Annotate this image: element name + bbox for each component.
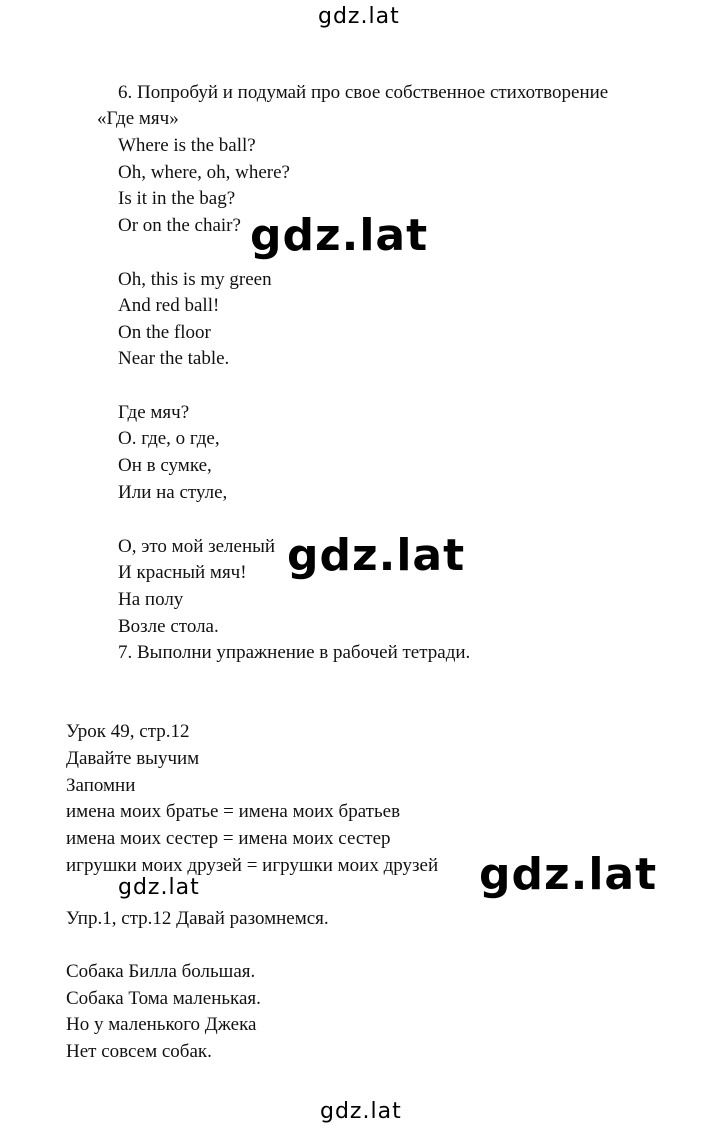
exercise-7: 7. Выполни упражнение в рабочей тетради. <box>118 642 471 663</box>
poem-ru-line: О, это мой зеленый <box>118 536 276 557</box>
lesson-text-line: Но у маленького Джека <box>66 1014 257 1035</box>
watermark-mid-1: gdz.lat <box>250 210 429 261</box>
poem-ru-line: Он в сумке, <box>118 455 212 476</box>
lesson-remember: Запомни <box>66 775 136 796</box>
watermark-top: gdz.lat <box>318 4 400 29</box>
lesson-title: Урок 49, стр.12 <box>66 721 190 742</box>
poem-en-line: Is it in the bag? <box>118 188 236 209</box>
exercise-6-subtitle: «Где мяч» <box>97 108 179 129</box>
lesson-text-line: Нет совсем собак. <box>66 1041 212 1062</box>
poem-en-line: Oh, where, oh, where? <box>118 162 290 183</box>
lesson-exercise: Упр.1, стр.12 Давай разомнемся. <box>66 908 329 929</box>
poem-ru-line: Где мяч? <box>118 402 190 423</box>
poem-ru-line: Возле стола. <box>118 616 219 637</box>
watermark-mid-3: gdz.lat <box>479 849 658 900</box>
poem-ru-line: И красный мяч! <box>118 562 247 583</box>
poem-en-line: And red ball! <box>118 295 220 316</box>
lesson-rule: игрушки моих друзей = игрушки моих друзей <box>66 855 439 876</box>
poem-en-line: Near the table. <box>118 348 230 369</box>
poem-en-line: Where is the ball? <box>118 135 256 156</box>
poem-en-line: On the floor <box>118 322 211 343</box>
watermark-bottom: gdz.lat <box>320 1099 402 1124</box>
watermark-small-left: gdz.lat <box>118 875 200 900</box>
poem-en-line: Oh, this is my green <box>118 269 272 290</box>
lesson-subtitle: Давайте выучим <box>66 748 200 769</box>
poem-ru-line: На полу <box>118 589 184 610</box>
lesson-text-line: Собака Тома маленькая. <box>66 988 261 1009</box>
lesson-rule: имена моих сестер = имена моих сестер <box>66 828 391 849</box>
poem-ru-line: О. где, о где, <box>118 428 220 449</box>
exercise-6-heading: 6. Попробуй и подумай про свое собственное стихотворение <box>118 82 609 103</box>
lesson-text-line: Собака Билла большая. <box>66 961 256 982</box>
lesson-rule: имена моих братье = имена моих братьев <box>66 801 401 822</box>
watermark-mid-2: gdz.lat <box>287 530 466 581</box>
poem-en-line: Or on the chair? <box>118 215 241 236</box>
poem-ru-line: Или на стуле, <box>118 482 228 503</box>
